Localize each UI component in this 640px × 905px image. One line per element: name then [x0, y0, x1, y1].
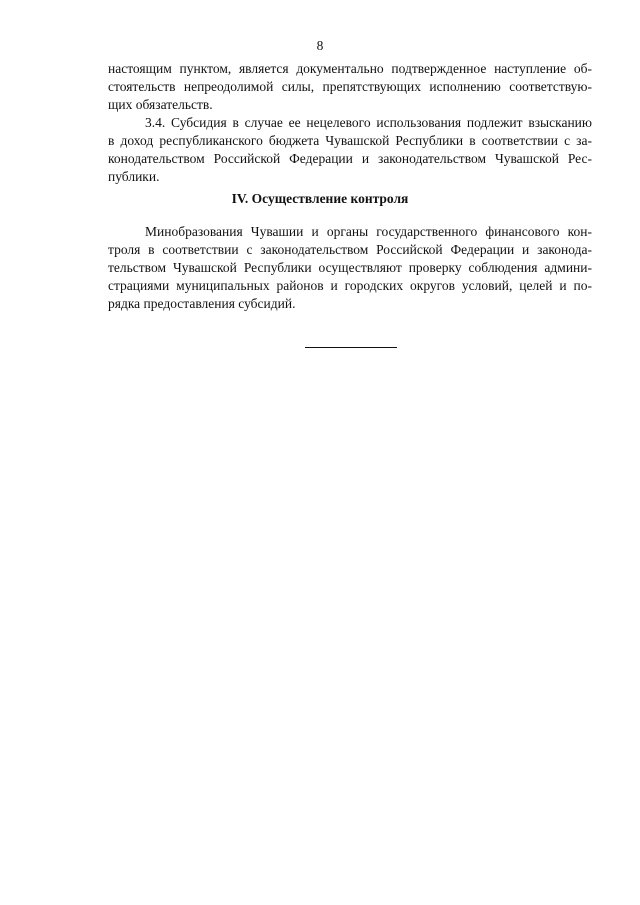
clause-3-4-line: в доход республиканского бюджета Чувашской Республики в соответствии с за-: [108, 133, 592, 148]
section-4-line: Минобразования Чувашии и органы государственного финансового кон-: [145, 224, 592, 239]
section-4-line: рядка предоставления субсидий.: [108, 296, 296, 311]
paragraph-line: настоящим пунктом, является документально подтвержденное наступление об-: [108, 61, 592, 76]
paragraph-line: щих обязательств.: [108, 97, 213, 112]
clause-3-4-line: публики.: [108, 169, 160, 184]
end-of-document-rule: [305, 347, 397, 348]
section-4-line: троля в соответствии с законодательством Российской Федерации и законода-: [108, 242, 592, 257]
section-4-line: страциями муниципальных районов и городских округов условий, целей и по-: [108, 278, 592, 293]
clause-3-4-line: конодательством Российской Федерации и законодательством Чувашской Рес-: [108, 151, 592, 166]
page-number: 8: [316, 38, 324, 53]
section-heading: IV. Осуществление контроля: [231, 191, 409, 206]
clause-3-4-line: 3.4. Субсидия в случае ее нецелевого использования подлежит взысканию: [145, 115, 592, 130]
paragraph-line: стоятельств непреодолимой силы, препятствующих исполнению соответствую-: [108, 79, 592, 94]
section-4-line: тельством Чувашской Республики осуществляют проверку соблюдения админи-: [108, 260, 592, 275]
